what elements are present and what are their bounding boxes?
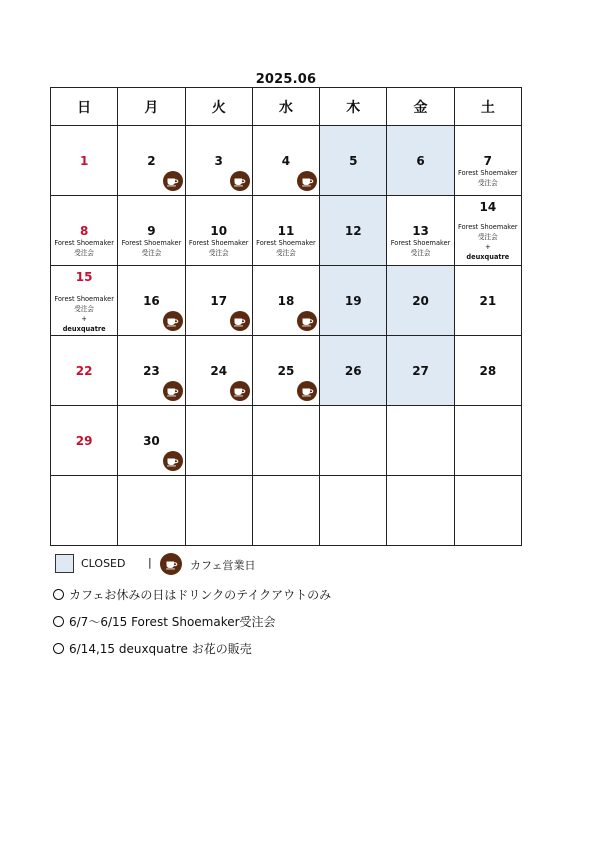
event-name: Forest Shoemaker [54, 239, 114, 247]
day-number: 29 [75, 434, 93, 448]
legend-separator: | [148, 556, 152, 569]
day-cell [454, 266, 521, 336]
day-number: 28 [479, 364, 497, 378]
day-cell-closed [387, 266, 454, 336]
weekday-mon: 月 [118, 88, 185, 126]
week-row [51, 266, 522, 336]
weekday-fri: 金 [387, 88, 454, 126]
day-number: 17 [210, 294, 228, 308]
legend [55, 553, 355, 575]
note-item [53, 614, 331, 641]
weekday-thu: 木 [320, 88, 387, 126]
event-note [51, 238, 117, 258]
event-name: Forest Shoemaker [458, 223, 518, 231]
note-text: 6/7～6/15 Forest Shoemaker受注会 [69, 615, 276, 629]
event-note [455, 168, 521, 188]
notes-list [53, 587, 331, 668]
day-cell-closed [320, 196, 387, 266]
day-cell [185, 266, 252, 336]
day-cell [118, 336, 185, 406]
week-row [51, 406, 522, 476]
day-number: 10 [210, 224, 228, 238]
event-sub: 受注会 [276, 249, 296, 257]
day-cell [387, 196, 454, 266]
coffee-cup-icon [163, 451, 183, 471]
event-note [51, 294, 117, 334]
circle-bullet-icon [53, 616, 64, 627]
day-number: 3 [214, 154, 223, 168]
day-cell-closed [320, 336, 387, 406]
day-number: 7 [483, 154, 493, 168]
day-number: 20 [412, 294, 429, 308]
day-cell [51, 336, 118, 406]
day-cell [454, 126, 521, 196]
day-number: 24 [210, 364, 228, 378]
coffee-cup-icon [230, 171, 250, 191]
day-cell [118, 266, 185, 336]
day-number: 11 [277, 224, 295, 238]
event-sub: 受注会 [208, 249, 229, 257]
circle-bullet-icon [53, 643, 64, 654]
closed-swatch [55, 554, 74, 573]
day-number: 14 [479, 200, 497, 214]
event-name: Forest Shoemaker [54, 295, 114, 303]
note-text: 6/14,15 deuxquatre お花の販売 [69, 642, 252, 656]
day-cell [118, 126, 185, 196]
day-number: 27 [412, 364, 429, 378]
note-item [53, 587, 331, 614]
event-note [387, 238, 453, 258]
event-sub: 受注会 [477, 179, 498, 187]
week-row [51, 476, 522, 546]
event-note [186, 238, 252, 258]
week-row [51, 126, 522, 196]
weekday-sun: 日 [51, 88, 118, 126]
day-number: 13 [412, 224, 429, 238]
weekday-header-row [51, 88, 522, 126]
day-cell [252, 196, 319, 266]
day-cell [118, 406, 185, 476]
day-cell [51, 406, 118, 476]
day-cell [252, 336, 319, 406]
day-number: 6 [416, 154, 425, 168]
day-cell-closed [387, 126, 454, 196]
weekday-tue: 火 [185, 88, 252, 126]
closed-label: CLOSED [81, 557, 126, 570]
day-cell-empty [387, 406, 454, 476]
day-number: 8 [79, 224, 89, 238]
coffee-cup-icon [163, 171, 183, 191]
day-number: 26 [344, 364, 362, 378]
coffee-cup-icon [297, 381, 317, 401]
day-cell-empty [320, 476, 387, 546]
day-cell [185, 126, 252, 196]
event-sub: 受注会 [141, 249, 162, 257]
event-sub: 受注会 [74, 305, 95, 313]
event-plus: + [81, 315, 87, 323]
event-name: Forest Shoemaker [458, 169, 518, 177]
event-note [118, 238, 184, 258]
day-cell [454, 336, 521, 406]
day-cell [118, 196, 185, 266]
day-cell [51, 266, 118, 336]
day-cell-closed [320, 126, 387, 196]
day-cell-empty [51, 476, 118, 546]
circle-bullet-icon [53, 589, 64, 600]
cafe-label: カフェ営業日 [190, 559, 256, 572]
day-number: 19 [344, 294, 362, 308]
day-cell-empty [320, 406, 387, 476]
event-extra: deuxquatre [466, 253, 510, 261]
coffee-cup-icon [230, 381, 250, 401]
coffee-cup-icon [163, 381, 183, 401]
event-plus: + [485, 243, 491, 251]
coffee-cup-icon [297, 171, 317, 191]
coffee-cup-icon [163, 311, 183, 331]
weekday-sat: 土 [454, 88, 521, 126]
day-cell-empty [252, 406, 319, 476]
day-number: 21 [479, 294, 497, 308]
coffee-cup-icon [297, 311, 317, 331]
day-cell-empty [118, 476, 185, 546]
day-cell [185, 336, 252, 406]
day-cell-empty [252, 476, 319, 546]
event-note [455, 222, 521, 262]
event-name: Forest Shoemaker [121, 239, 182, 247]
day-number: 22 [75, 364, 93, 378]
event-extra: deuxquatre [62, 325, 106, 333]
day-cell-closed [320, 266, 387, 336]
event-note [253, 238, 319, 258]
event-name: Forest Shoemaker [188, 239, 249, 247]
day-cell [185, 196, 252, 266]
calendar-title: 2025.06 [255, 72, 317, 87]
event-sub: 受注会 [477, 233, 498, 241]
day-number: 15 [75, 270, 93, 284]
week-row [51, 336, 522, 406]
week-row [51, 196, 522, 266]
day-cell [252, 266, 319, 336]
event-sub: 受注会 [74, 249, 95, 257]
day-number: 12 [344, 224, 362, 238]
day-number: 2 [147, 154, 156, 168]
day-cell [51, 196, 118, 266]
day-cell [454, 196, 521, 266]
day-cell-empty [454, 406, 521, 476]
coffee-cup-icon [230, 311, 250, 331]
coffee-cup-icon [160, 553, 182, 575]
day-number: 5 [349, 154, 358, 168]
day-cell-closed [387, 336, 454, 406]
day-cell-empty [387, 476, 454, 546]
note-item [53, 641, 331, 668]
day-cell-empty [185, 406, 252, 476]
event-sub: 受注会 [410, 249, 431, 257]
day-cell-empty [454, 476, 521, 546]
day-number: 30 [143, 434, 160, 448]
day-cell-empty [185, 476, 252, 546]
day-number: 16 [143, 294, 160, 308]
calendar-grid [50, 87, 522, 546]
note-text: カフェお休みの日はドリンクのテイクアウトのみ [69, 588, 332, 602]
event-name: Forest Shoemaker [390, 239, 451, 247]
weekday-wed: 水 [252, 88, 319, 126]
day-number: 18 [277, 294, 295, 308]
day-number: 1 [79, 154, 89, 168]
event-name: Forest Shoemaker [256, 239, 316, 247]
day-number: 23 [143, 364, 160, 378]
day-cell [51, 126, 118, 196]
day-number: 9 [147, 224, 156, 238]
day-number: 4 [281, 154, 291, 168]
day-cell [252, 126, 319, 196]
day-number: 25 [277, 364, 295, 378]
